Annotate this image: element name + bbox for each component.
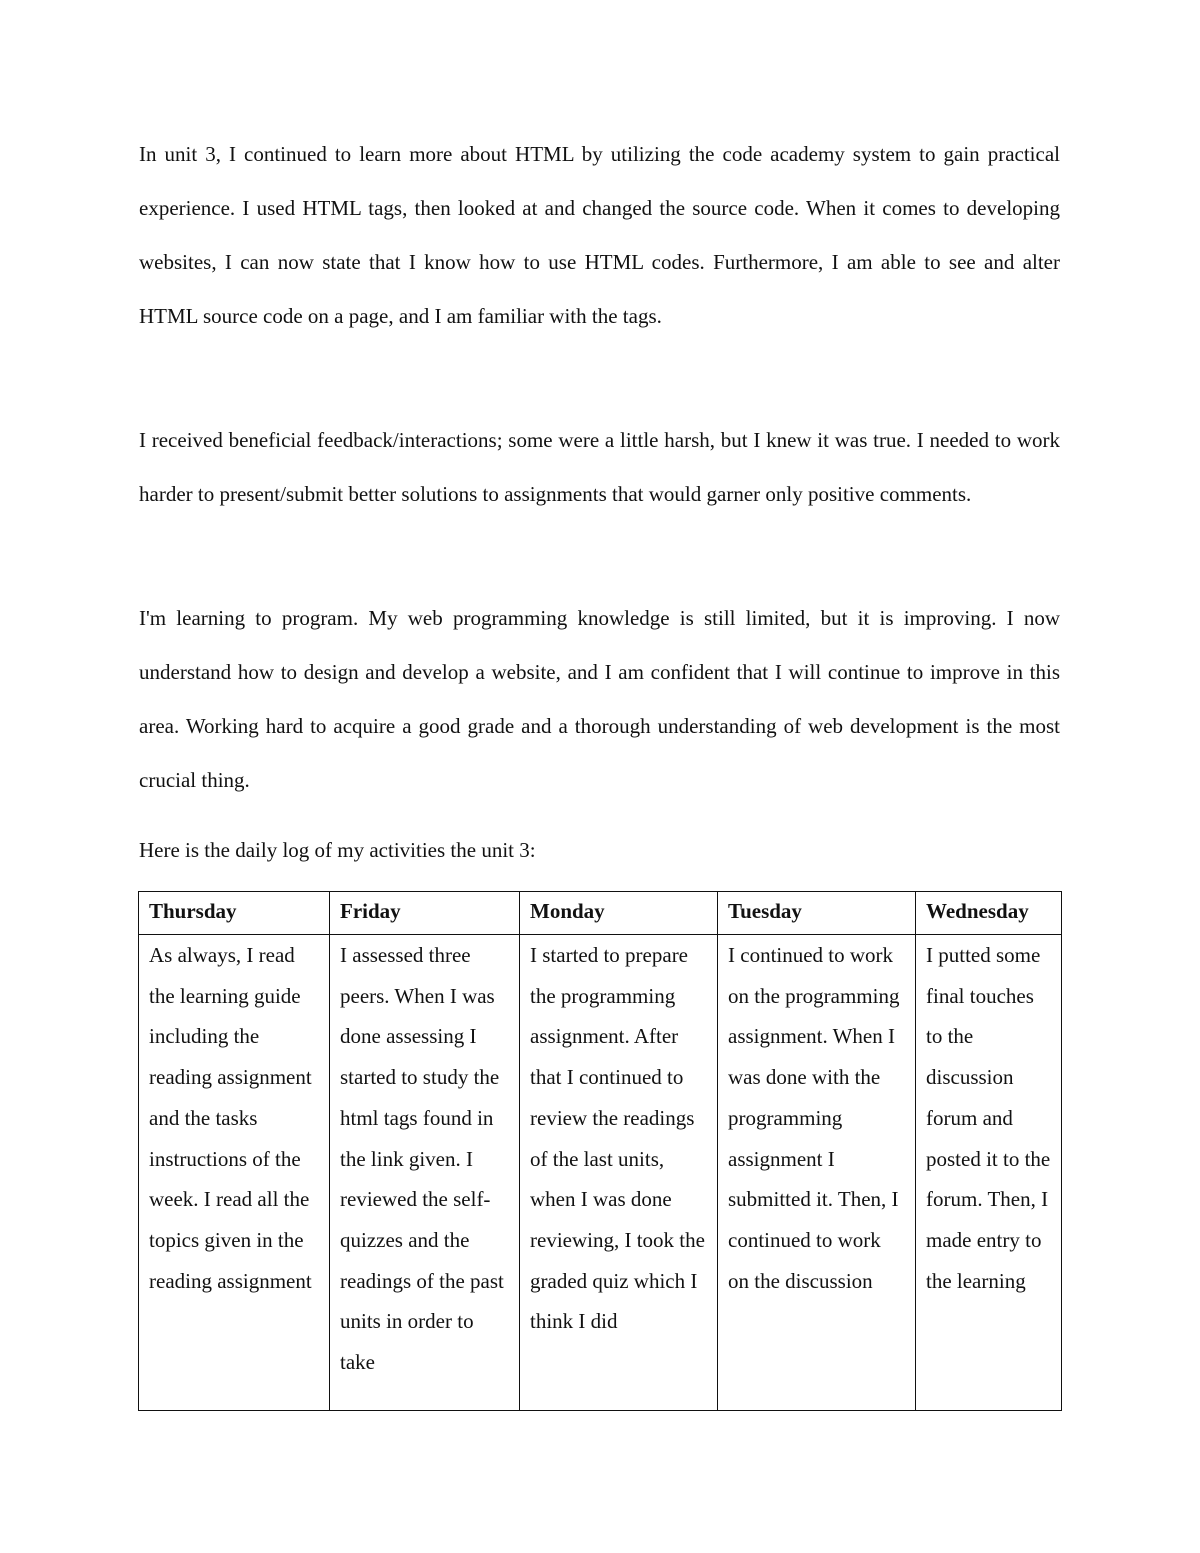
table-header-row xyxy=(139,892,1062,935)
header-tuesday: Tuesday xyxy=(718,892,916,935)
cell-thursday-text: As always, I read the learning guide including the reading assignment and the tasks instructions of the week. I read all the topics given in the reading assignment xyxy=(149,943,312,1293)
cell-friday-text: I assessed three peers. When I was done assessing I started to study the html tags found in the link given. I reviewed the self-quizzes and the readings of the past units in order to take xyxy=(340,943,504,1375)
daily-log-intro: Here is the daily log of my activities the unit 3: xyxy=(139,838,536,862)
cell-monday xyxy=(520,935,718,1411)
cell-friday xyxy=(330,935,520,1411)
header-monday: Monday xyxy=(520,892,718,935)
cell-wednesday-text: I putted some final touches to the discussion forum and posted it to the forum. Then, I made entry to the learning xyxy=(926,943,1051,1293)
daily-log-table xyxy=(138,891,1062,1411)
header-wednesday: Wednesday xyxy=(916,892,1062,935)
paragraph-learning-to-program: I'm learning to program. My web programming knowledge is still limited, but it is improving. I now understand how to design and develop a website, and I am confident that I will continue to improve in this area. Working hard to acquire a good grade and a thorough understanding of web development is the most crucial thing. xyxy=(139,606,1060,792)
header-thursday: Thursday xyxy=(139,892,330,935)
cell-monday-text: I started to prepare the programming assignment. After that I continued to review the readings of the last units, when I was done reviewing, I took the graded quiz which I think I did xyxy=(530,943,705,1334)
cell-tuesday xyxy=(718,935,916,1411)
cell-wednesday xyxy=(916,935,1062,1411)
paragraph-html-learning: In unit 3, I continued to learn more about HTML by utilizing the code academy system to gain practical experience. I used HTML tags, then looked at and changed the source code. When it comes to developing websites, I can now state that I know how to use HTML codes. Furthermore, I am able to see and alter HTML source code on a page, and I am familiar with the tags. xyxy=(139,142,1060,328)
table-row xyxy=(139,935,1062,1411)
header-friday: Friday xyxy=(330,892,520,935)
paragraph-feedback: I received beneficial feedback/interactions; some were a little harsh, but I knew it was true. I needed to work harder to present/submit better solutions to assignments that would garner only positive comments. xyxy=(139,428,1060,506)
cell-thursday xyxy=(139,935,330,1411)
cell-tuesday-text: I continued to work on the programming assignment. When I was done with the programming assignment I submitted it. Then, I continued to work on the discussion xyxy=(728,943,900,1293)
